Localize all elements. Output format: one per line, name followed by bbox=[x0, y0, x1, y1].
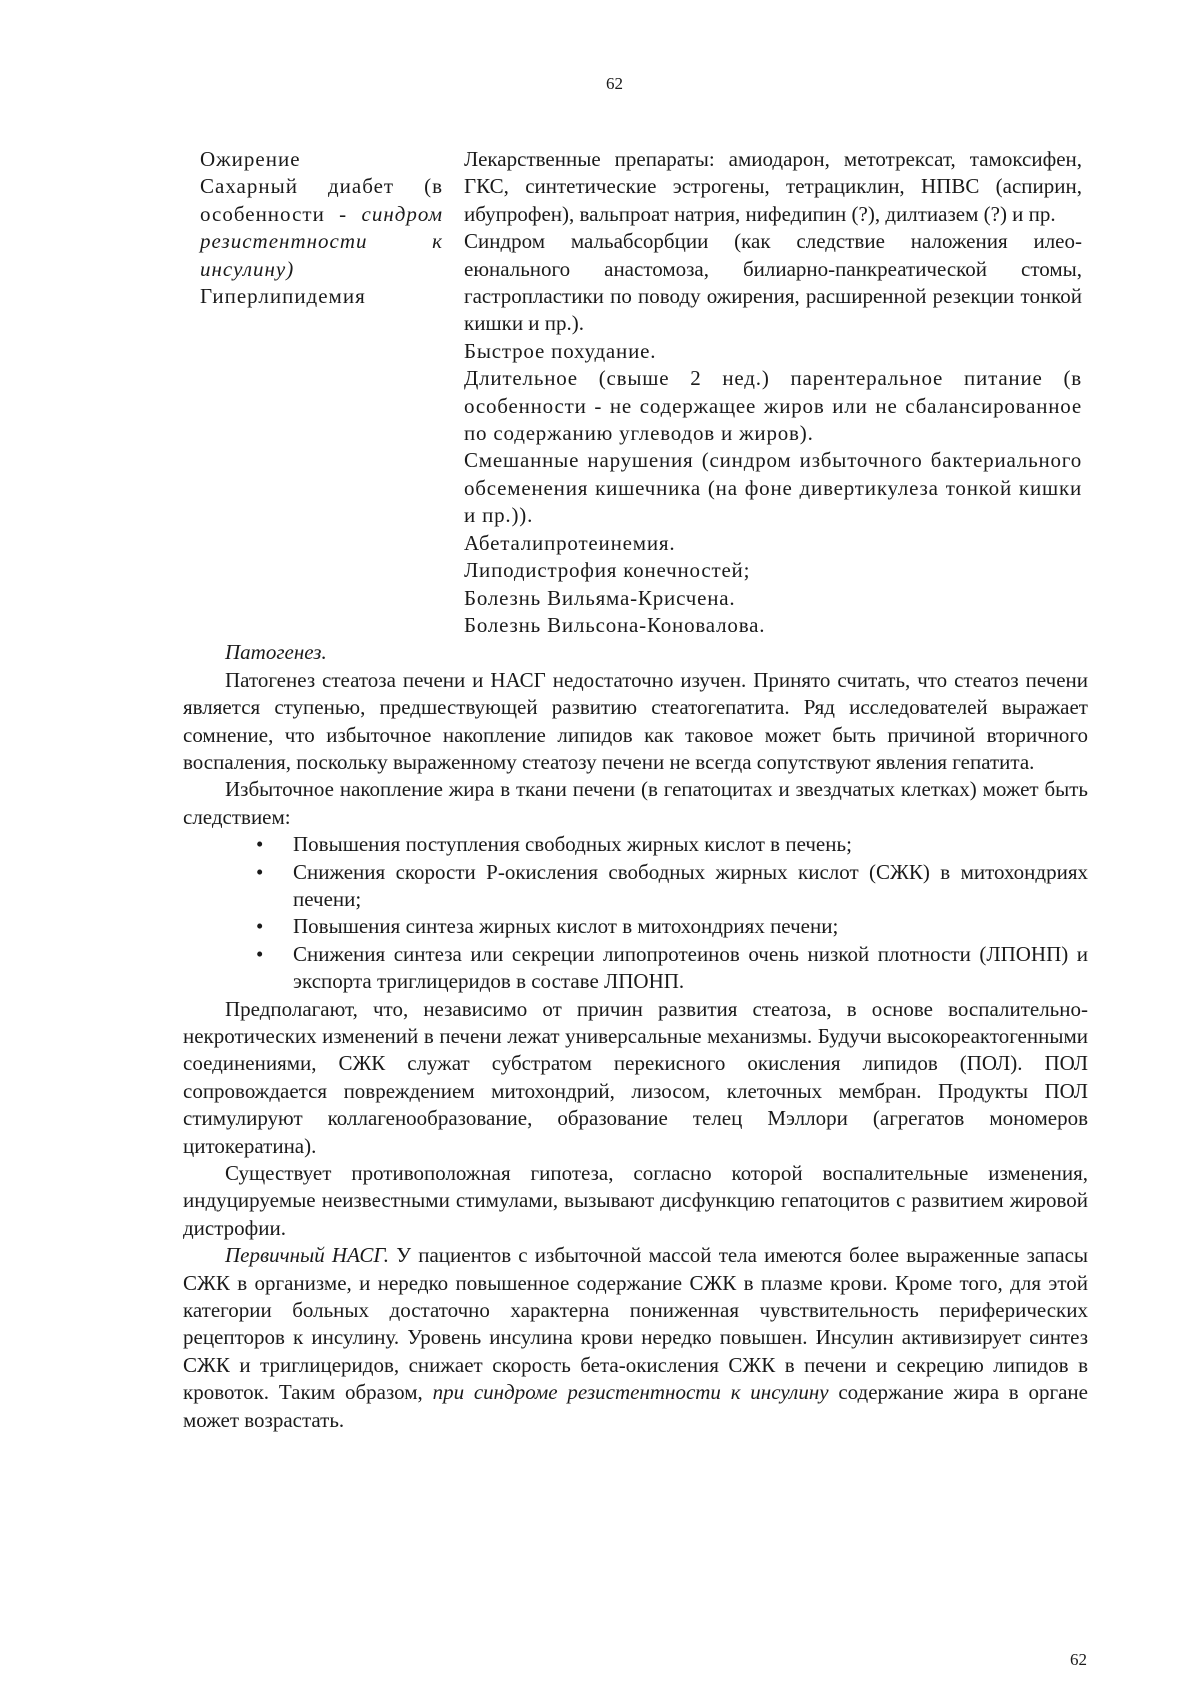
cause-weber-christian: Болезнь Вильяма-Крисчена. bbox=[464, 585, 736, 610]
cause-diabetes-line2 bbox=[200, 201, 443, 228]
list-item-text: Повышения синтеза жирных кислот в митохондриях печени; bbox=[293, 914, 839, 939]
page-content bbox=[183, 146, 1088, 1434]
paragraph-4: Существует противоположная гипотеза, согласно которой воспалительные изменения, индуцируемые неизвестными стимулами, вызывают дисфункцию гепатоцитов с развитием жировой дистрофии. bbox=[183, 1161, 1088, 1240]
list-item bbox=[256, 913, 1088, 940]
paragraph-5-end: содержание жира в органе может возрастать. bbox=[183, 1380, 1088, 1432]
list-item-text: Снижения синтеза или секреции липопротеинов очень низкой плотности (ЛПОНП) и экспорта триглицеридов в составе ЛПОНП. bbox=[293, 941, 1088, 994]
cause-abetalipoproteinemia: Абеталипротеинемия. bbox=[464, 530, 676, 555]
cause-wilson: Болезнь Вильсона-Коновалова. bbox=[464, 612, 766, 637]
list-item bbox=[256, 941, 1088, 996]
causes-right-column bbox=[464, 146, 1082, 639]
cause-diabetes-italic-3: инсулину) bbox=[200, 256, 295, 281]
paragraph-5-lead: Первичный НАСГ. bbox=[225, 1243, 390, 1268]
cause-obesity: Ожирение bbox=[200, 147, 301, 171]
cause-weight-loss: Быстрое похудание. bbox=[464, 338, 657, 363]
list-item-text: Снижения скорости Р-окисления свободных жирных кислот (СЖК) в митохондриях печени; bbox=[293, 859, 1088, 911]
cause-parenteral: Длительное (свыше 2 нед.) парентеральное питание (в особенности - не содержащее жиров или не сбалансированное по содержанию углеводов и жиров). bbox=[464, 366, 1082, 446]
bullet-icon: • bbox=[256, 832, 264, 857]
bullet-list bbox=[183, 831, 1088, 995]
cause-diabetes-line4 bbox=[200, 256, 443, 283]
cause-malabsorption: Синдром мальабсорбции (как следствие наложения илео-еюнального анастомоза, билиарно-панкреатической стомы, гастропластики по поводу ожирения, расширенной резекции тонкой кишки и пр.). bbox=[464, 229, 1082, 336]
cause-hyperlipidemia: Гиперлипидемия bbox=[200, 284, 366, 309]
cause-diabetes-italic-2: резистентности к bbox=[200, 229, 443, 254]
paragraph-5-italic: при синдроме резистентности к инсулину bbox=[432, 1380, 829, 1405]
paragraph-5-text: У пациентов с избыточной массой тела имеются более выраженные запасы СЖК в организме, и нередко повышенное содержание СЖК в плазме крови. Кроме того, для этой категории больных достаточно характерна пониженная чувствительность периферических рецепторов к инсулину. Уровень инсулина крови нередко повышен. Инсулин активизирует синтез СЖК и триглицеридов, снижает скорость бета-окисления СЖК в печени и секрецию липидов в кровоток. Таким образом, bbox=[183, 1243, 1088, 1405]
cause-drugs: Лекарственные препараты: амиодарон, метотрексат, тамоксифен, ГКС, синтетические эстрогены, тетрациклин, НПВС (аспирин, ибупрофен), вальпроат натрия, нифедипин (?), дилтиазем (?) и пр. bbox=[464, 147, 1082, 226]
list-item bbox=[256, 859, 1088, 914]
paragraph-5 bbox=[183, 1242, 1088, 1434]
cause-mixed: Смешанные нарушения (синдром избыточного бактериального обсеменения кишечника (на фоне дивертикулеза тонкой кишки и пр.)). bbox=[464, 448, 1082, 528]
list-item bbox=[256, 831, 1088, 858]
cause-diabetes-line3 bbox=[200, 228, 443, 255]
cause-lipodystrophy: Липодистрофия конечностей; bbox=[464, 558, 751, 583]
cause-diabetes-italic: синдром bbox=[361, 201, 443, 226]
page-number-top: 62 bbox=[606, 74, 623, 93]
paragraph-2: Избыточное накопление жира в ткани печени (в гепатоцитах и звездчатых клетках) может быть следствием: bbox=[183, 777, 1088, 829]
causes-table bbox=[200, 146, 1088, 639]
bullet-icon: • bbox=[256, 914, 264, 939]
bullet-icon: • bbox=[256, 941, 264, 966]
bullet-icon: • bbox=[256, 859, 264, 884]
causes-left-column bbox=[200, 146, 443, 639]
list-item-text: Повышения поступления свободных жирных кислот в печень; bbox=[293, 832, 852, 857]
cause-diabetes-text: особенности - bbox=[200, 201, 362, 226]
paragraph-1: Патогенез стеатоза печени и НАСГ недостаточно изучен. Принято считать, что стеатоз печени является ступенью, предшествующей развитию стеатогепатита. Ряд исследователей выражает сомнение, что избыточное накопление липидов как таковое может быть причиной вторичного воспаления, поскольку выраженному стеатозу печени не всегда сопутствуют явления гепатита. bbox=[183, 667, 1088, 774]
section-heading: Патогенез. bbox=[225, 640, 327, 665]
paragraph-3: Предполагают, что, независимо от причин развития стеатоза, в основе воспалительно-некротических изменений в печени лежат универсальные механизмы. Будучи высокореактогенными соединениями, СЖК служат субстратом перекисного окисления липидов (ПОЛ). ПОЛ сопровождается повреждением митохондрий, лизосом, клеточных мембран. Продукты ПОЛ стимулируют коллагенообразование, образование телец Мэллори (агрегатов мономеров цитокератина). bbox=[183, 996, 1088, 1158]
cause-diabetes-line1: Сахарный диабет (в bbox=[200, 174, 443, 199]
page-number-bottom: 62 bbox=[1070, 1650, 1087, 1669]
